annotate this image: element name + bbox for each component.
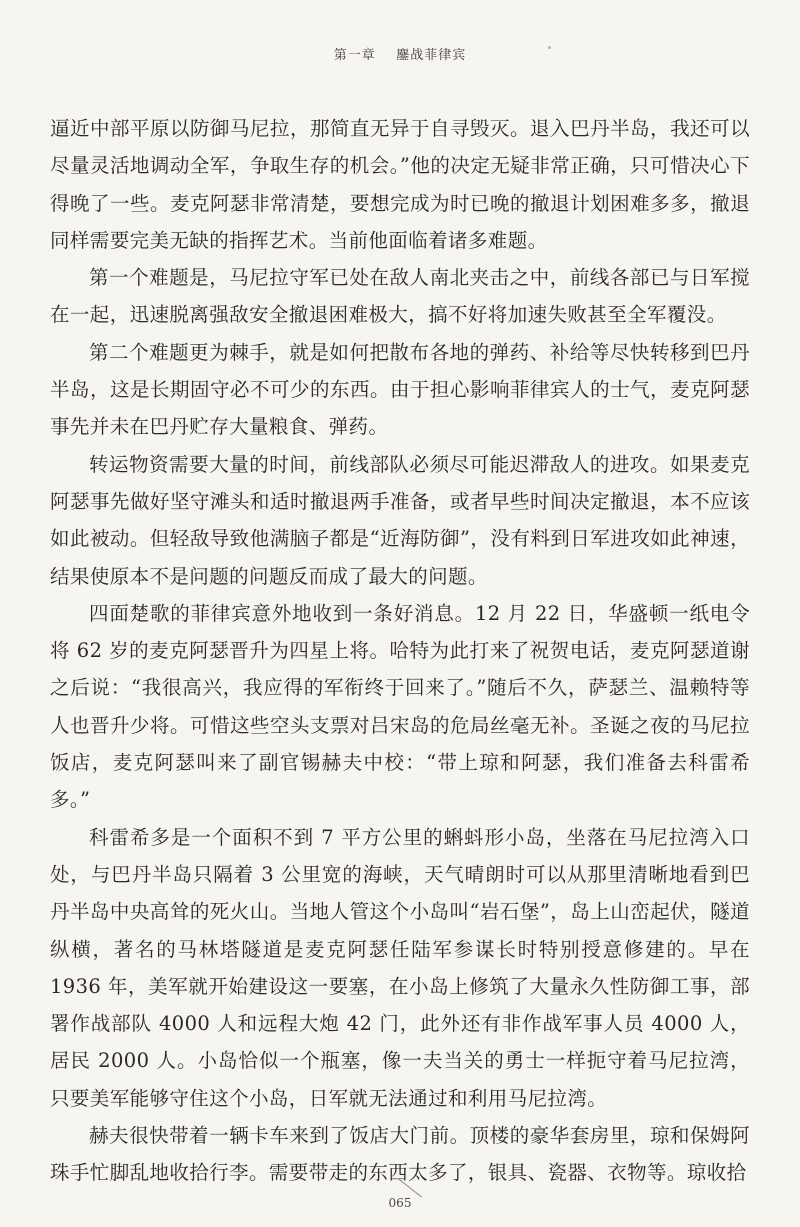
paragraph: 转运物资需要大量的时间，前线部队必须尽可能迟滞敌人的进攻。如果麦克阿瑟事先做好坚守滩头和适时撤退两手准备，或者早些时间决定撤退，本不应该如此被动。但轻敌导致他满脑子都是“近海防御”，没有料到日军进攻如此神速，结果使原本不是问题的问题反而成了最大的问题。 (50, 452, 750, 588)
paragraph: 第一个难题是，马尼拉守军已处在敌人南北夹击之中，前线各部已与日军搅在一起，迅速脱离强敌安全撤退困难极大，搞不好将加速失败甚至全军覆没。 (50, 266, 750, 327)
running-header (0, 44, 800, 63)
page-number: 065 (388, 1196, 412, 1210)
paragraph: 科雷希多是一个面积不到 7 平方公里的蝌蚪形小岛，坐落在马尼拉湾入口处，与巴丹半岛只隔着 3 公里宽的海峡，天气晴朗时可以从那里清晰地看到巴丹半岛中央高耸的死火山。当地人管这个小岛叫“岩石堡”，岛上山峦起伏，隧道纵横，著名的马林塔隧道是麦克阿瑟任陆军参谋长时特别授意修建的。早在 1936 年，美军就开始建设这一要塞，在小岛上修筑了大量永久性防御工事，部署作战部队 4000 人和远程大炮 42 门，此外还有非作战军事人员 4000 人，居民 2000 人。小岛恰似一个瓶塞，像一夫当关的勇士一样扼守着马尼拉湾，只要美军能够守住这个小岛，日军就无法通过和利用马尼拉湾。 (50, 825, 750, 1110)
paragraph: 第二个难题更为棘手，就是如何把散布各地的弹药、补给等尽快转移到巴丹半岛，这是长期固守必不可少的东西。由于担心影响菲律宾人的士气，麦克阿瑟事先并未在巴丹贮存大量粮食、弹药。 (50, 340, 750, 439)
paragraph: 赫夫很快带着一辆卡车来到了饭店大门前。顶楼的豪华套房里，琼和保姆阿珠手忙脚乱地收拾行李。需要带走的东西太多了，银具、瓷器、衣物等。琼收拾 (50, 1124, 750, 1185)
chapter-title: 鏖战菲律宾 (396, 48, 467, 63)
scan-speck (548, 46, 551, 49)
chapter-number: 第一章 (333, 48, 376, 63)
body-text (50, 110, 750, 1192)
paragraph: 四面楚歌的菲律宾意外地收到一条好消息。12 月 22 日，华盛顿一纸电令将 62 岁的麦克阿瑟晋升为四星上将。哈特为此打来了祝贺电话，麦克阿瑟道谢之后说：“我很高兴，我应得的军衔终于回来了。”随后不久，萨瑟兰、温赖特等人也晋升少将。可惜这些空头支票对吕宋岛的危局丝毫无补。圣诞之夜的马尼拉饭店，麦克阿瑟叫来了副官锡赫夫中校：“带上琼和阿瑟，我们准备去科雷希多。” (50, 601, 750, 812)
paragraph-continued: 逼近中部平原以防御马尼拉，那简直无异于自寻毁灭。退入巴丹半岛，我还可以尽量灵活地调动全军，争取生存的机会。”他的决定无疑非常正确，只可惜决心下得晚了一些。麦克阿瑟非常清楚，要想完成为时已晚的撤退计划困难多多，撤退同样需要完美无缺的指挥艺术。当前他面临着诸多难题。 (50, 117, 750, 252)
